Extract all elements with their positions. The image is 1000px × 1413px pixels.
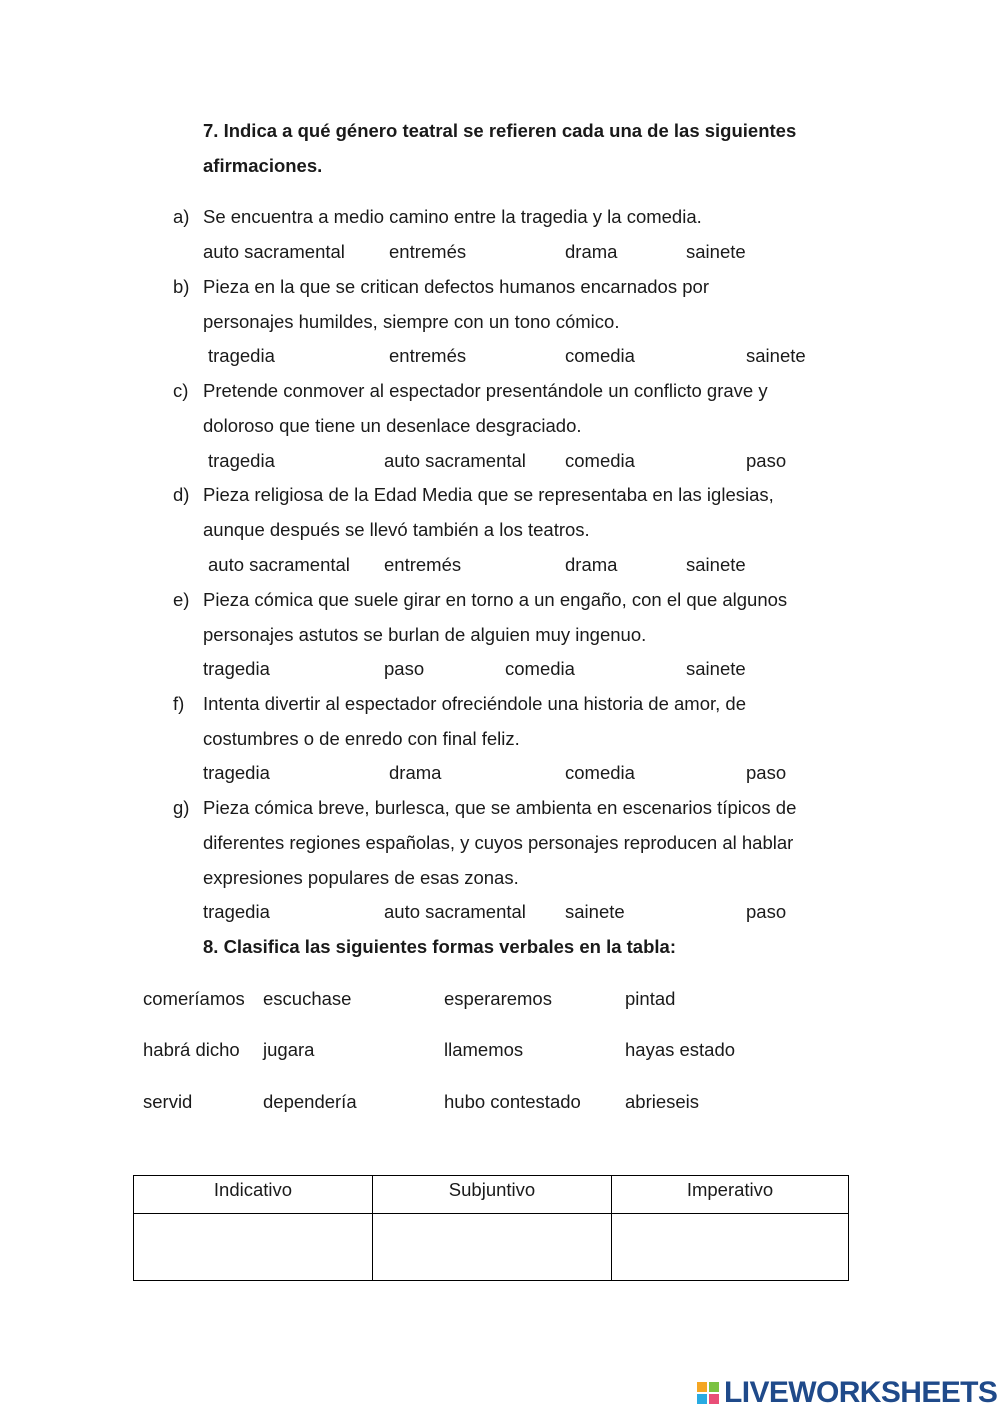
item-a-option[interactable]: auto sacramental bbox=[203, 241, 345, 262]
item-g-letter: g) bbox=[173, 797, 190, 818]
item-e-statement: Pieza cómica que suele girar en torno a un engaño, con el que algunos bbox=[203, 589, 788, 610]
item-c-option[interactable]: comedia bbox=[565, 450, 635, 471]
logo-square-icon bbox=[709, 1382, 719, 1392]
item-a-option[interactable]: sainete bbox=[686, 241, 746, 262]
item-b-option[interactable]: sainete bbox=[746, 345, 806, 366]
item-d-statement: aunque después se llevó también a los teatros. bbox=[203, 519, 590, 540]
verb-form[interactable]: llamemos bbox=[444, 1039, 524, 1060]
item-g-option[interactable]: paso bbox=[746, 901, 787, 922]
table-header-indicativo: Indicativo bbox=[134, 1176, 373, 1214]
question-8-title: 8. Clasifica las siguientes formas verbales en la tabla: bbox=[203, 936, 676, 957]
item-e-option[interactable]: tragedia bbox=[203, 658, 270, 679]
item-a-letter: a) bbox=[173, 206, 190, 227]
item-g-option[interactable]: auto sacramental bbox=[384, 901, 526, 922]
item-a-option[interactable]: drama bbox=[565, 241, 618, 262]
drop-zone-subjuntivo[interactable] bbox=[373, 1214, 612, 1281]
item-d-statement: Pieza religiosa de la Edad Media que se representaba en las iglesias, bbox=[203, 484, 774, 505]
item-e-statement: personajes astutos se burlan de alguien muy ingenuo. bbox=[203, 624, 647, 645]
verb-form[interactable]: abrieseis bbox=[625, 1091, 700, 1112]
drop-zone-imperativo[interactable] bbox=[612, 1214, 849, 1281]
table-header-subjuntivo: Subjuntivo bbox=[373, 1176, 612, 1214]
item-c-statement: doloroso que tiene un desenlace desgraciado. bbox=[203, 415, 582, 436]
item-b-statement: Pieza en la que se critican defectos humanos encarnados por bbox=[203, 276, 709, 297]
item-f-option[interactable]: drama bbox=[389, 762, 442, 783]
item-d-option[interactable]: sainete bbox=[686, 554, 746, 575]
item-f-option[interactable]: comedia bbox=[565, 762, 635, 783]
question-7-title-line1: 7. Indica a qué género teatral se refieren cada una de las siguientes bbox=[203, 120, 797, 141]
logo-text: LIVEWORKSHEETS bbox=[724, 1376, 998, 1409]
item-g-option[interactable]: sainete bbox=[565, 901, 625, 922]
item-e-option[interactable]: sainete bbox=[686, 658, 746, 679]
item-c-option[interactable]: paso bbox=[746, 450, 787, 471]
item-d-letter: d) bbox=[173, 484, 190, 505]
verb-form[interactable]: jugara bbox=[263, 1039, 315, 1060]
item-c-option[interactable]: auto sacramental bbox=[384, 450, 526, 471]
item-d-option[interactable]: drama bbox=[565, 554, 618, 575]
item-c-statement: Pretende conmover al espectador presentándole un conflicto grave y bbox=[203, 380, 768, 401]
item-f-letter: f) bbox=[173, 693, 185, 714]
verb-form[interactable]: comeríamos bbox=[143, 988, 245, 1009]
item-e-option[interactable]: paso bbox=[384, 658, 425, 679]
table-header-imperativo: Imperativo bbox=[612, 1176, 849, 1214]
item-e-letter: e) bbox=[173, 589, 190, 610]
item-a-option[interactable]: entremés bbox=[389, 241, 467, 262]
logo-square-icon bbox=[709, 1394, 719, 1404]
item-b-statement: personajes humildes, siempre con un tono cómico. bbox=[203, 311, 620, 332]
item-g-statement: expresiones populares de esas zonas. bbox=[203, 867, 519, 888]
verb-form[interactable]: esperaremos bbox=[444, 988, 552, 1009]
item-f-option[interactable]: paso bbox=[746, 762, 787, 783]
item-c-option[interactable]: tragedia bbox=[208, 450, 275, 471]
verb-form[interactable]: servid bbox=[143, 1091, 193, 1112]
item-b-letter: b) bbox=[173, 276, 190, 297]
item-d-option[interactable]: entremés bbox=[384, 554, 462, 575]
item-g-statement: diferentes regiones españolas, y cuyos personajes reproducen al hablar bbox=[203, 832, 794, 853]
item-g-statement: Pieza cómica breve, burlesca, que se ambienta en escenarios típicos de bbox=[203, 797, 797, 818]
item-a-statement: Se encuentra a medio camino entre la tragedia y la comedia. bbox=[203, 206, 702, 227]
item-g-option[interactable]: tragedia bbox=[203, 901, 270, 922]
verb-form[interactable]: pintad bbox=[625, 988, 676, 1009]
verb-form[interactable]: escuchase bbox=[263, 988, 352, 1009]
item-c-letter: c) bbox=[173, 380, 189, 401]
item-f-statement: Intenta divertir al espectador ofreciéndole una historia de amor, de bbox=[203, 693, 746, 714]
verb-form[interactable]: habrá dicho bbox=[143, 1039, 240, 1060]
item-f-statement: costumbres o de enredo con final feliz. bbox=[203, 728, 520, 749]
verb-form[interactable]: hayas estado bbox=[625, 1039, 736, 1060]
item-e-option[interactable]: comedia bbox=[505, 658, 575, 679]
logo-square-icon bbox=[697, 1382, 707, 1392]
logo-square-icon bbox=[697, 1394, 707, 1404]
verb-form[interactable]: dependería bbox=[263, 1091, 357, 1112]
item-b-option[interactable]: tragedia bbox=[208, 345, 275, 366]
classification-table bbox=[133, 1175, 849, 1281]
question-7-title-line2: afirmaciones. bbox=[203, 155, 323, 176]
item-f-option[interactable]: tragedia bbox=[203, 762, 270, 783]
item-b-option[interactable]: entremés bbox=[389, 345, 467, 366]
item-d-option[interactable]: auto sacramental bbox=[208, 554, 350, 575]
verb-form[interactable]: hubo contestado bbox=[444, 1091, 581, 1112]
item-b-option[interactable]: comedia bbox=[565, 345, 635, 366]
drop-zone-indicativo[interactable] bbox=[134, 1214, 373, 1281]
